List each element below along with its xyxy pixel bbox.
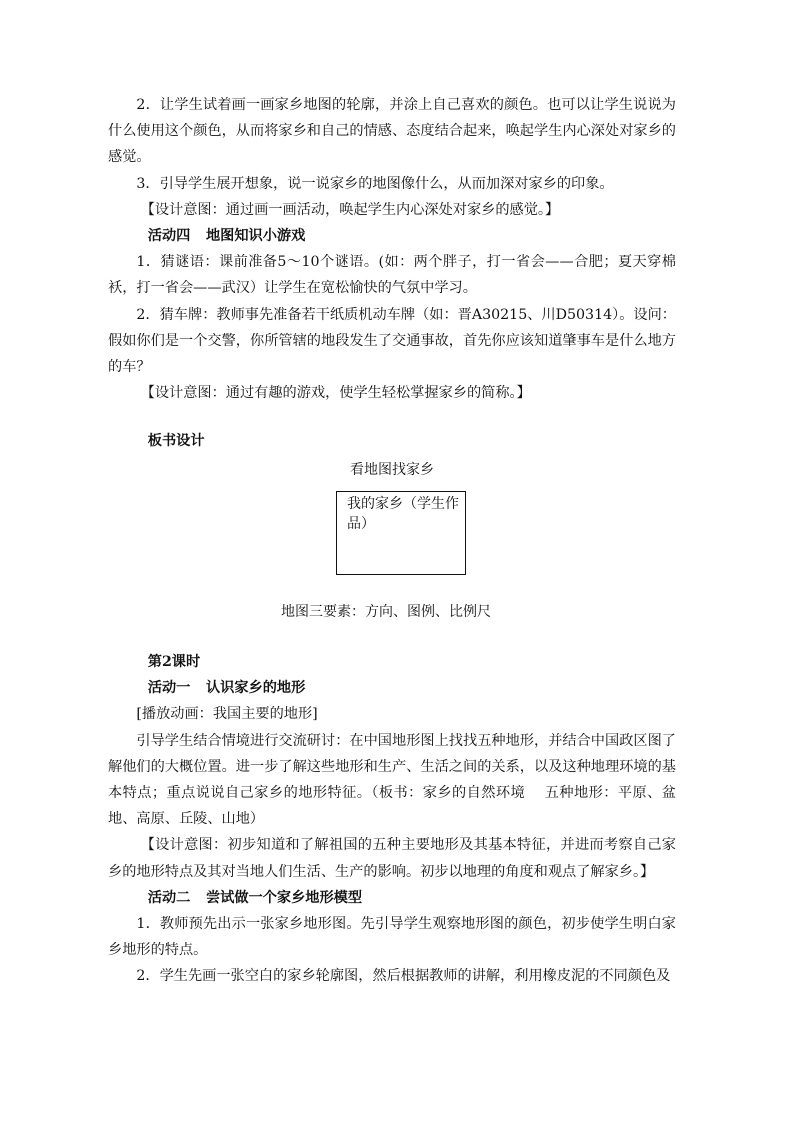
lesson-two-heading: 第2课时 [147, 654, 201, 671]
board-design-heading: 板书设计 [147, 433, 205, 450]
paragraph-riddles: 1．猜谜语：课前准备5～10个谜语。(如：两个胖子，打一省会——合肥；夏天穿棉袄，打一省会——武汉）让学生在宽松愉快的气氛中学习。 [108, 254, 676, 297]
spacer [108, 625, 676, 649]
design-intent-2: 【设计意图：通过有趣的游戏，使学生轻松掌握家乡的简称。】 [140, 385, 531, 402]
document-page [108, 92, 676, 990]
paragraph-draw-outline: 2．让学生试着画一画家乡地图的轮廓，并涂上自己喜欢的颜色。也可以让学生说说为什么使用这个颜色，从而将家乡和自己的情感、态度结合起来，唤起学生内心深处对家乡的感觉。 [108, 97, 676, 166]
spacer [108, 406, 676, 428]
design-intent-1: 【设计意图：通过画一画活动，唤起学生内心深处对家乡的感觉。】 [140, 201, 560, 218]
paragraph-terrain-map: 1．教师预先出示一张家乡地形图。先引导学生观察地形图的颜色，初步使学生明白家乡地形的特点。 [108, 916, 676, 959]
activity-two-heading [108, 885, 676, 911]
board-map-elements: 地图三要素：方向、图例、比例尺 [281, 603, 491, 620]
animation-note: [播放动画：我国主要的地形] [136, 706, 318, 723]
board-box-area [108, 491, 676, 587]
activity-one-title: 认识家乡的地形 [205, 680, 306, 697]
board-box: 我的家乡（学生作品） [336, 491, 466, 575]
activity-four-heading [108, 223, 676, 249]
activity-four-label: 活动四 [147, 228, 191, 245]
board-title: 看地图找家乡 [350, 461, 434, 478]
activity-four-title: 地图知识小游戏 [205, 228, 306, 245]
design-intent-3: 【设计意图：初步知道和了解祖国的五种主要地形及其基本特征，并进而考察自己家乡的地形特点及其对当地人们生活、生产的影响。初步以地理的角度和观点了解家乡。】 [108, 837, 676, 880]
paragraph-terrain-discussion: 引导学生结合情境进行交流研讨：在中国地形图上找找五种地形，并结合中国政区图了解他们的大概位置。进一步了解这些地形和生产、生活之间的关系，以及这种地理环境的基本特点；重点说说自己家乡的地形特征。（板书：家乡的自然环境 五种地形：平原、盆地、高原、丘陵、山地） [108, 732, 676, 828]
activity-two-label: 活动二 [147, 889, 191, 906]
paragraph-imagine-map: 3．引导学生展开想象，说一说家乡的地图像什么，从而加深对家乡的印象。 [136, 175, 614, 192]
activity-two-title: 尝试做一个家乡地形模型 [205, 889, 363, 906]
activity-one-heading [108, 675, 676, 701]
paragraph-license-plates: 2．猜车牌：教师事先准备若干纸质机动车牌（如：晋A30215、川D50314）。设问：假如你们是一个交警，你所管辖的地段发生了交通事故，首先你应该知道肇事车是什么地方的车？ [108, 306, 676, 376]
activity-one-label: 活动一 [147, 680, 191, 697]
paragraph-outline-model: 2．学生先画一张空白的家乡轮廓图，然后根据教师的讲解，利用橡皮泥的不同颜色及 [136, 968, 671, 985]
